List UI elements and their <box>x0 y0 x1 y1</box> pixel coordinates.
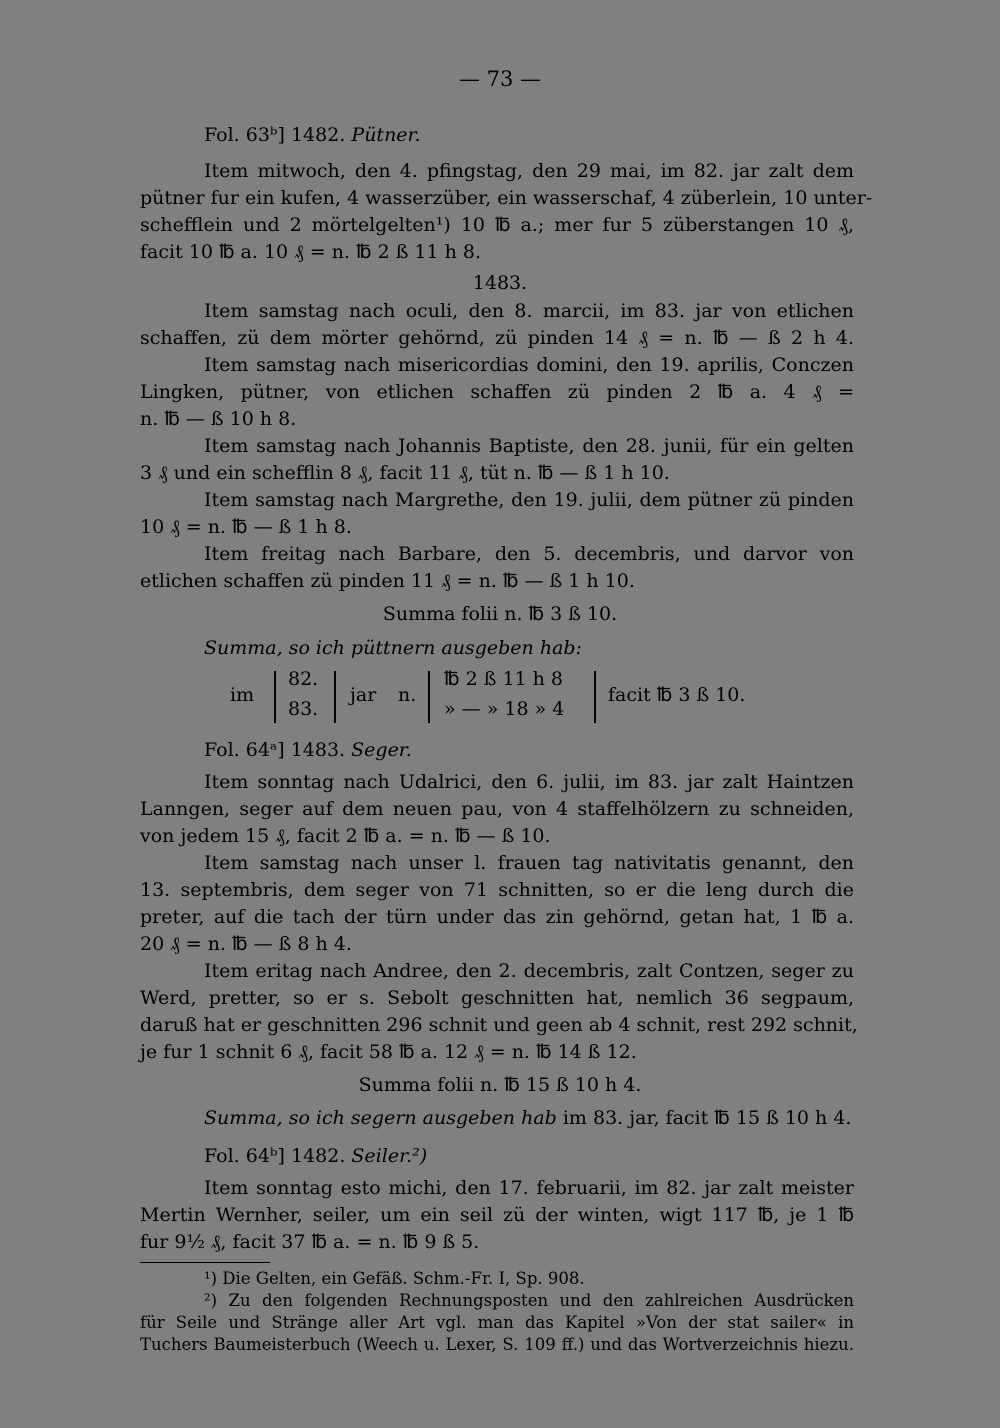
text-line: preter, auf die tach der türn under das zin gehörnd, getan hat, 1 ℔ a. <box>140 906 854 928</box>
text-line: Item sonntag esto michi, den 17. februarii, im 82. jar zalt meister <box>204 1177 854 1199</box>
brace-right <box>334 671 336 723</box>
text-line: von jedem 15 ₰, facit 2 ℔ a. = n. ℔ — ß 10. <box>140 825 551 847</box>
summa-folii: Summa folii n. ℔ 15 ß 10 h 4. <box>358 1074 642 1096</box>
summa-heading: Summa, so ich püttnern ausgeben hab: <box>204 637 582 659</box>
year-heading: 1483. <box>472 272 528 294</box>
footnote: ²) Zu den folgenden Rechnungsposten und den zahlreichen Ausdrücken <box>204 1291 854 1310</box>
footnote: ¹) Die Gelten, ein Gefäß. Schm.-Fr. I, Sp. 908. <box>204 1269 585 1288</box>
footnote-separator <box>140 1262 270 1263</box>
brace-left <box>428 671 430 723</box>
text-line: Item freitag nach Barbare, den 5. decembris, und darvor von <box>204 543 854 565</box>
text-line: Item samstag nach Margrethe, den 19. julii, dem pütner zü pinden <box>204 489 854 511</box>
table-row-83: » — » 18 » 4 <box>444 698 565 720</box>
text-line: 20 ₰ = n. ℔ — ß 8 h 4. <box>140 933 352 955</box>
text-line: daruß hat er geschnitten 296 schnit und geen ab 4 schnit, rest 292 schnit, <box>140 1014 858 1036</box>
table-label-im: im <box>230 684 255 706</box>
text-line: Item mitwoch, den 4. pfingstag, den 29 mai, im 82. jar zalt dem <box>204 160 854 182</box>
text-line: Item eritag nach Andree, den 2. decembris, zalt Contzen, seger zu <box>204 960 854 982</box>
text-line: Item samstag nach misericordias domini, den 19. aprilis, Conczen <box>204 354 854 376</box>
summa-value: im 83. jar, facit ℔ 15 ß 10 h 4. <box>562 1107 852 1129</box>
table-year-83: 83. <box>288 698 319 720</box>
table-label-n: n. <box>398 684 417 706</box>
summa-line <box>204 1105 854 1132</box>
brace-left <box>274 671 276 723</box>
text-line: je fur 1 schnit 6 ₰, facit 58 ℔ a. 12 ₰ = n. ℔ 14 ß 12. <box>140 1041 637 1063</box>
table-row-82: ℔ 2 ß 11 h 8 <box>444 668 564 690</box>
section-name: Pütner. <box>351 124 421 146</box>
page-number: — 73 — <box>458 67 542 91</box>
footnote: für Seile und Stränge aller Art vgl. man das Kapitel »Von der stat sailer« in <box>140 1313 854 1332</box>
text-line: Item samstag nach unser l. frauen tag nativitatis genannt, den <box>204 852 854 874</box>
text-line: facit 10 ℔ a. 10 ₰ = n. ℔ 2 ß 11 h 8. <box>140 241 482 263</box>
brace-right <box>594 671 596 723</box>
text-line: Mertin Wernher, seiler, um ein seil zü der winten, wigt 117 ℔, je 1 ℔ <box>140 1204 854 1226</box>
text-line: schefflein und 2 mörtelgelten¹) 10 ℔ a.; mer fur 5 züberstangen 10 ₰, <box>140 214 854 236</box>
text-line: 13. septembris, dem seger von 71 schnitten, so er die leng durch die <box>140 879 854 901</box>
section-heading-seger: Fol. 64ᵃ] 1483. Seger. <box>204 739 412 761</box>
section-heading-puetner: Fol. 63ᵇ] 1482. Pütner. <box>204 124 421 146</box>
section-name: Seiler.²) <box>351 1145 428 1167</box>
section-heading-seiler: Fol. 64ᵇ] 1482. Seiler.²) <box>204 1145 428 1167</box>
table-label-jar: jar <box>350 684 377 706</box>
text-line: fur 9½ ₰, facit 37 ℔ a. = n. ℔ 9 ß 5. <box>140 1231 480 1253</box>
text-line: pütner fur ein kufen, 4 wasserzüber, ein wasserschaf, 4 züberlein, 10 unter- <box>140 187 873 209</box>
footnote: Tuchers Baumeisterbuch (Weech u. Lexer, S. 109 ff.) und das Wortverzeichnis hiezu. <box>140 1335 854 1354</box>
text-line: schaffen, zü dem mörter gehörnd, zü pinden 14 ₰ = n. ℔ — ß 2 h 4. <box>140 327 854 349</box>
text-line: Werd, pretter, so er s. Sebolt geschnitten hat, nemlich 36 segpaum, <box>140 987 854 1009</box>
text-line: Item sonntag nach Udalrici, den 6. julii, im 83. jar zalt Haintzen <box>204 771 854 793</box>
text-line: Item samstag nach oculi, den 8. marcii, im 83. jar von etlichen <box>204 300 854 322</box>
text-line: n. ℔ — ß 10 h 8. <box>140 408 297 430</box>
section-name: Seger. <box>351 739 412 761</box>
text-line: Item samstag nach Johannis Baptiste, den 28. junii, für ein gelten <box>204 435 854 457</box>
table-year-82: 82. <box>288 668 319 690</box>
summa-folii: Summa folii n. ℔ 3 ß 10. <box>382 603 618 625</box>
text-line: Lanngen, seger auf dem neuen pau, von 4 staffelhölzern zu schneiden, <box>140 798 854 820</box>
text-line: 10 ₰ = n. ℔ — ß 1 h 8. <box>140 516 352 538</box>
table-total: facit ℔ 3 ß 10. <box>608 684 746 706</box>
text-line: Lingken, pütner, von etlichen schaffen zü pinden 2 ℔ a. 4 ₰ = <box>140 381 854 403</box>
text-line: etlichen schaffen zü pinden 11 ₰ = n. ℔ — ß 1 h 10. <box>140 570 635 592</box>
text-line: 3 ₰ und ein schefflin 8 ₰, facit 11 ₰, tüt n. ℔ — ß 1 h 10. <box>140 462 670 484</box>
summa-heading: Summa, so ich segern ausgeben hab <box>204 1107 557 1129</box>
